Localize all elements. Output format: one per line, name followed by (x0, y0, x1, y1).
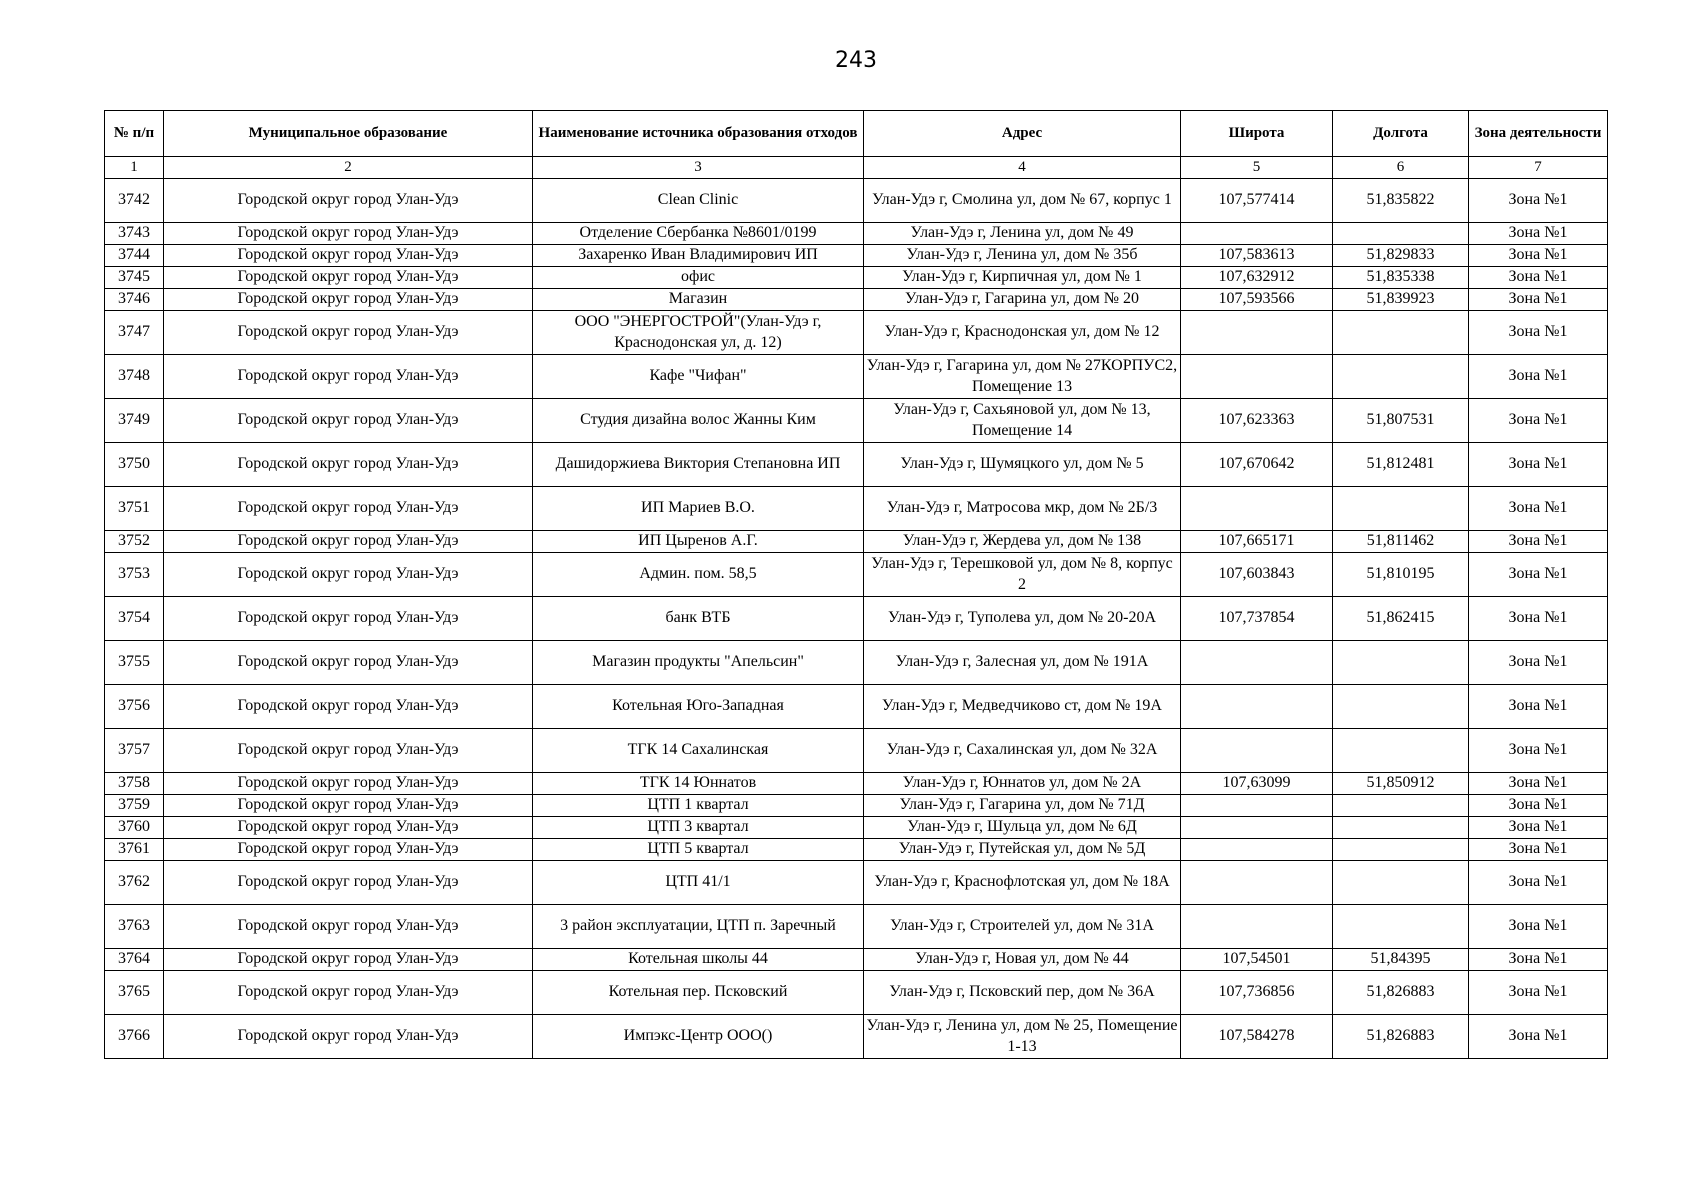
zone: Зона №1 (1469, 531, 1608, 553)
source-name: Админ. пом. 58,5 (533, 553, 864, 597)
source-name: Дашидоржиева Виктория Степановна ИП (533, 443, 864, 487)
municipality: Городской округ город Улан-Удэ (164, 531, 533, 553)
address: Улан-Удэ г, Шульца ул, дом № 6Д (864, 817, 1181, 839)
zone: Зона №1 (1469, 729, 1608, 773)
source-name: Импэкс-Центр ООО() (533, 1015, 864, 1059)
zone: Зона №1 (1469, 553, 1608, 597)
latitude (1181, 311, 1333, 355)
longitude (1333, 685, 1469, 729)
row-number: 3754 (105, 597, 164, 641)
address: Улан-Удэ г, Сахьяновой ул, дом № 13, Помещение 14 (864, 399, 1181, 443)
source-name: офис (533, 267, 864, 289)
table-row (105, 179, 1608, 223)
municipality: Городской округ город Улан-Удэ (164, 971, 533, 1015)
zone: Зона №1 (1469, 905, 1608, 949)
table-row (105, 949, 1608, 971)
municipality: Городской округ город Улан-Удэ (164, 597, 533, 641)
latitude (1181, 729, 1333, 773)
table-row (105, 553, 1608, 597)
municipality: Городской округ город Улан-Удэ (164, 773, 533, 795)
latitude: 107,632912 (1181, 267, 1333, 289)
source-name: ООО "ЭНЕРГОСТРОЙ"(Улан-Удэ г, Краснодонская ул, д. 12) (533, 311, 864, 355)
source-name: Студия дизайна волос Жанны Ким (533, 399, 864, 443)
row-number: 3750 (105, 443, 164, 487)
zone: Зона №1 (1469, 641, 1608, 685)
table-row (105, 597, 1608, 641)
zone: Зона №1 (1469, 597, 1608, 641)
zone: Зона №1 (1469, 861, 1608, 905)
source-name: ТГК 14 Сахалинская (533, 729, 864, 773)
column-header: Долгота (1333, 111, 1469, 157)
longitude: 51,810195 (1333, 553, 1469, 597)
municipality: Городской округ город Улан-Удэ (164, 179, 533, 223)
municipality: Городской округ город Улан-Удэ (164, 399, 533, 443)
address: Улан-Удэ г, Ленина ул, дом № 35б (864, 245, 1181, 267)
address: Улан-Удэ г, Гагарина ул, дом № 27КОРПУС2, Помещение 13 (864, 355, 1181, 399)
address: Улан-Удэ г, Медведчиково ст, дом № 19А (864, 685, 1181, 729)
zone: Зона №1 (1469, 267, 1608, 289)
address: Улан-Удэ г, Гагарина ул, дом № 71Д (864, 795, 1181, 817)
source-name: 3 район эксплуатации, ЦТП п. Заречный (533, 905, 864, 949)
municipality: Городской округ город Улан-Удэ (164, 223, 533, 245)
table-row (105, 267, 1608, 289)
address: Улан-Удэ г, Строителей ул, дом № 31А (864, 905, 1181, 949)
zone: Зона №1 (1469, 773, 1608, 795)
longitude (1333, 861, 1469, 905)
row-number: 3759 (105, 795, 164, 817)
zone: Зона №1 (1469, 839, 1608, 861)
longitude (1333, 223, 1469, 245)
row-number: 3746 (105, 289, 164, 311)
latitude (1181, 817, 1333, 839)
longitude: 51,839923 (1333, 289, 1469, 311)
table-row (105, 311, 1608, 355)
address: Улан-Удэ г, Новая ул, дом № 44 (864, 949, 1181, 971)
column-header: Адрес (864, 111, 1181, 157)
longitude (1333, 817, 1469, 839)
row-number: 3762 (105, 861, 164, 905)
municipality: Городской округ город Улан-Удэ (164, 267, 533, 289)
zone: Зона №1 (1469, 245, 1608, 267)
municipality: Городской округ город Улан-Удэ (164, 443, 533, 487)
column-header: № п/п (105, 111, 164, 157)
source-name: Котельная пер. Псковский (533, 971, 864, 1015)
longitude (1333, 487, 1469, 531)
municipality: Городской округ город Улан-Удэ (164, 685, 533, 729)
latitude: 107,577414 (1181, 179, 1333, 223)
municipality: Городской округ город Улан-Удэ (164, 355, 533, 399)
table-row (105, 839, 1608, 861)
row-number: 3755 (105, 641, 164, 685)
table-row (105, 729, 1608, 773)
longitude: 51,826883 (1333, 971, 1469, 1015)
address: Улан-Удэ г, Кирпичная ул, дом № 1 (864, 267, 1181, 289)
row-number: 3756 (105, 685, 164, 729)
table-row (105, 971, 1608, 1015)
address: Улан-Удэ г, Залесная ул, дом № 191А (864, 641, 1181, 685)
address: Улан-Удэ г, Ленина ул, дом № 25, Помещение 1-13 (864, 1015, 1181, 1059)
row-number: 3744 (105, 245, 164, 267)
table-row (105, 641, 1608, 685)
longitude: 51,811462 (1333, 531, 1469, 553)
address: Улан-Удэ г, Шумяцкого ул, дом № 5 (864, 443, 1181, 487)
table-row (105, 443, 1608, 487)
row-number: 3766 (105, 1015, 164, 1059)
zone: Зона №1 (1469, 971, 1608, 1015)
address: Улан-Удэ г, Ленина ул, дом № 49 (864, 223, 1181, 245)
column-header: Зона деятельности (1469, 111, 1608, 157)
source-name: ИП Мариев В.О. (533, 487, 864, 531)
row-number: 3761 (105, 839, 164, 861)
row-number: 3743 (105, 223, 164, 245)
column-number: 6 (1333, 157, 1469, 179)
source-name: Магазин (533, 289, 864, 311)
source-name: Котельная школы 44 (533, 949, 864, 971)
row-number: 3742 (105, 179, 164, 223)
row-number: 3747 (105, 311, 164, 355)
table-row (105, 487, 1608, 531)
header-row (105, 111, 1608, 157)
address: Улан-Удэ г, Смолина ул, дом № 67, корпус 1 (864, 179, 1181, 223)
longitude (1333, 641, 1469, 685)
latitude: 107,583613 (1181, 245, 1333, 267)
latitude (1181, 905, 1333, 949)
zone: Зона №1 (1469, 685, 1608, 729)
municipality: Городской округ город Улан-Удэ (164, 839, 533, 861)
municipality: Городской округ город Улан-Удэ (164, 311, 533, 355)
latitude: 107,603843 (1181, 553, 1333, 597)
source-name: Котельная Юго-Западная (533, 685, 864, 729)
address: Улан-Удэ г, Путейская ул, дом № 5Д (864, 839, 1181, 861)
municipality: Городской округ город Улан-Удэ (164, 641, 533, 685)
address: Улан-Удэ г, Матросова мкр, дом № 2Б/3 (864, 487, 1181, 531)
municipality: Городской округ город Улан-Удэ (164, 861, 533, 905)
latitude: 107,593566 (1181, 289, 1333, 311)
longitude: 51,84395 (1333, 949, 1469, 971)
source-name: Clean Clinic (533, 179, 864, 223)
table-row (105, 223, 1608, 245)
source-name: ЦТП 41/1 (533, 861, 864, 905)
table-row (105, 531, 1608, 553)
address: Улан-Удэ г, Туполева ул, дом № 20-20А (864, 597, 1181, 641)
zone: Зона №1 (1469, 443, 1608, 487)
municipality: Городской округ город Улан-Удэ (164, 817, 533, 839)
source-name: Кафе "Чифан" (533, 355, 864, 399)
zone: Зона №1 (1469, 311, 1608, 355)
row-number: 3763 (105, 905, 164, 949)
column-number: 4 (864, 157, 1181, 179)
column-number: 5 (1181, 157, 1333, 179)
source-name: ЦТП 3 квартал (533, 817, 864, 839)
page-number: 243 (835, 48, 877, 73)
longitude: 51,807531 (1333, 399, 1469, 443)
latitude: 107,623363 (1181, 399, 1333, 443)
latitude: 107,63099 (1181, 773, 1333, 795)
column-header: Наименование источника образования отходов (533, 111, 864, 157)
zone: Зона №1 (1469, 179, 1608, 223)
address: Улан-Удэ г, Псковский пер, дом № 36А (864, 971, 1181, 1015)
table-row (105, 795, 1608, 817)
table-row (105, 289, 1608, 311)
latitude: 107,584278 (1181, 1015, 1333, 1059)
longitude: 51,850912 (1333, 773, 1469, 795)
column-header: Широта (1181, 111, 1333, 157)
longitude (1333, 839, 1469, 861)
municipality: Городской округ город Улан-Удэ (164, 729, 533, 773)
row-number: 3760 (105, 817, 164, 839)
waste-sources-table (104, 110, 1608, 1059)
row-number: 3745 (105, 267, 164, 289)
address: Улан-Удэ г, Гагарина ул, дом № 20 (864, 289, 1181, 311)
zone: Зона №1 (1469, 817, 1608, 839)
zone: Зона №1 (1469, 1015, 1608, 1059)
latitude: 107,670642 (1181, 443, 1333, 487)
municipality: Городской округ город Улан-Удэ (164, 553, 533, 597)
source-name: ИП Цыренов А.Г. (533, 531, 864, 553)
municipality: Городской округ город Улан-Удэ (164, 289, 533, 311)
table-row (105, 773, 1608, 795)
table-row (105, 817, 1608, 839)
row-number: 3757 (105, 729, 164, 773)
latitude (1181, 839, 1333, 861)
longitude: 51,812481 (1333, 443, 1469, 487)
latitude (1181, 641, 1333, 685)
row-number: 3753 (105, 553, 164, 597)
address: Улан-Удэ г, Краснофлотская ул, дом № 18А (864, 861, 1181, 905)
municipality: Городской округ город Улан-Удэ (164, 949, 533, 971)
municipality: Городской округ город Улан-Удэ (164, 795, 533, 817)
zone: Зона №1 (1469, 223, 1608, 245)
latitude (1181, 355, 1333, 399)
table-row (105, 399, 1608, 443)
longitude (1333, 905, 1469, 949)
municipality: Городской округ город Улан-Удэ (164, 245, 533, 267)
source-name: ЦТП 1 квартал (533, 795, 864, 817)
column-number: 1 (105, 157, 164, 179)
row-number: 3751 (105, 487, 164, 531)
latitude: 107,54501 (1181, 949, 1333, 971)
zone: Зона №1 (1469, 399, 1608, 443)
table-row (105, 685, 1608, 729)
zone: Зона №1 (1469, 795, 1608, 817)
row-number: 3749 (105, 399, 164, 443)
table-row (105, 861, 1608, 905)
zone: Зона №1 (1469, 949, 1608, 971)
source-name: Захаренко Иван Владимирович ИП (533, 245, 864, 267)
column-number: 2 (164, 157, 533, 179)
table-row (105, 905, 1608, 949)
longitude: 51,862415 (1333, 597, 1469, 641)
row-number: 3748 (105, 355, 164, 399)
municipality: Городской округ город Улан-Удэ (164, 1015, 533, 1059)
column-number: 3 (533, 157, 864, 179)
table-row (105, 1015, 1608, 1059)
latitude (1181, 223, 1333, 245)
latitude (1181, 795, 1333, 817)
source-name: Отделение Сбербанка №8601/0199 (533, 223, 864, 245)
longitude: 51,829833 (1333, 245, 1469, 267)
longitude: 51,835822 (1333, 179, 1469, 223)
zone: Зона №1 (1469, 355, 1608, 399)
address: Улан-Удэ г, Краснодонская ул, дом № 12 (864, 311, 1181, 355)
longitude (1333, 311, 1469, 355)
longitude (1333, 795, 1469, 817)
latitude: 107,736856 (1181, 971, 1333, 1015)
zone: Зона №1 (1469, 487, 1608, 531)
column-header: Муниципальное образование (164, 111, 533, 157)
municipality: Городской округ город Улан-Удэ (164, 487, 533, 531)
latitude: 107,665171 (1181, 531, 1333, 553)
latitude (1181, 487, 1333, 531)
source-name: банк ВТБ (533, 597, 864, 641)
municipality: Городской округ город Улан-Удэ (164, 905, 533, 949)
address: Улан-Удэ г, Сахалинская ул, дом № 32А (864, 729, 1181, 773)
table-row (105, 355, 1608, 399)
longitude (1333, 355, 1469, 399)
latitude (1181, 685, 1333, 729)
latitude: 107,737854 (1181, 597, 1333, 641)
latitude (1181, 861, 1333, 905)
row-number: 3765 (105, 971, 164, 1015)
row-number: 3758 (105, 773, 164, 795)
address: Улан-Удэ г, Жердева ул, дом № 138 (864, 531, 1181, 553)
source-name: ТГК 14 Юннатов (533, 773, 864, 795)
longitude: 51,826883 (1333, 1015, 1469, 1059)
address: Улан-Удэ г, Терешковой ул, дом № 8, корпус 2 (864, 553, 1181, 597)
source-name: ЦТП 5 квартал (533, 839, 864, 861)
column-number-row (105, 157, 1608, 179)
table-row (105, 245, 1608, 267)
row-number: 3752 (105, 531, 164, 553)
zone: Зона №1 (1469, 289, 1608, 311)
longitude (1333, 729, 1469, 773)
source-name: Магазин продукты "Апельсин" (533, 641, 864, 685)
longitude: 51,835338 (1333, 267, 1469, 289)
column-number: 7 (1469, 157, 1608, 179)
row-number: 3764 (105, 949, 164, 971)
address: Улан-Удэ г, Юннатов ул, дом № 2А (864, 773, 1181, 795)
